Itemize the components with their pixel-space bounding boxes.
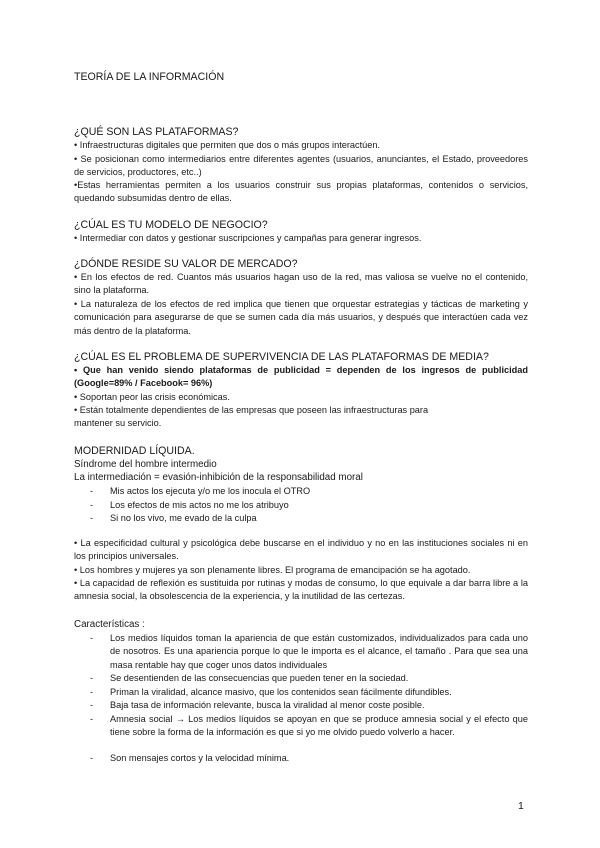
paragraph: • Intermediar con datos y gestionar suscripciones y campañas para generar ingresos. [74,233,422,243]
section-heading-characteristics: Características : [74,619,145,630]
list-item: Amnesia social → Los medios líquidos se apoyan en que se produce amnesia social y el efecto que tiene sobre la forma de la información es que si yo me olvido puedo volverlo a hacer. [110,714,528,738]
paragraph: mantener su servicio. [74,418,162,428]
dash-bullet: - [90,753,94,763]
list-item: Baja tasa de información relevante, busca la viralidad al menor coste posible. [110,700,425,710]
section-heading-platforms: ¿QUÉ SON LAS PLATAFORMAS? [74,126,239,138]
paragraph: • Están totalmente dependientes de las empresas que poseen las infraestructuras para [74,405,429,415]
list-item: Mis actos los ejecuta y/o me los inocula el OTRO [110,486,311,496]
paragraph: • Que han venido siendo plataformas de publicidad = dependen de los ingresos de publicidad (Google=89% / Facebook= 96%) [74,365,528,389]
paragraph: • Los hombres y mujeres ya son plenamente libres. El programa de emancipación se ha agotado. [74,565,471,575]
dash-bullet: - [90,700,94,710]
dash-bullet: - [90,714,94,724]
section-heading-business-model: ¿CÚAL ES TU MODELO DE NEGOCIO? [74,219,268,231]
dash-bullet: - [90,633,94,643]
dash-bullet: - [90,513,94,523]
paragraph: • Soportan peor las crisis económicas. [74,392,230,402]
paragraph: • La especificidad cultural y psicológica debe buscarse en el individuo y no en las instituciones sociales ni en los principios universales. [74,538,528,562]
page-number: 1 [518,800,524,812]
list-item: Priman la viralidad, alcance masivo, que los contenidos sean fácilmente difundibles. [110,687,452,697]
paragraph: • En los efectos de red. Cuantos más usuarios hagan uso de la red, mas valiosa se vuelve no el contenido, sino la plataforma. [74,272,528,296]
dash-bullet: - [90,687,94,697]
paragraph: • Se posicionan como intermediarios entre diferentes agentes (usuarios, anunciantes, el Estado, proveedores de servicios, productores, etc..) [74,154,528,178]
intro-line: La intermediación = evasión-inhibición de la responsabilidad moral [74,472,363,483]
section-heading-market-value: ¿DÓNDE RESIDE SU VALOR DE MERCADO? [74,258,298,270]
dash-bullet: - [90,500,94,510]
list-item: Los efectos de mis actos no me los atribuyo [110,500,289,510]
section-heading-survival-problem: ¿CÚAL ES EL PROBLEMA DE SUPERVIVENCIA DE LAS PLATAFORMAS DE MEDIA? [74,351,489,363]
list-item: Los medios líquidos toman la apariencia de que están customizados, individualizados para cada uno de nosotros. Es una apariencia porque lo que le importa es el alcance, el tamaño . Para que sea una masa rentable hay que coger unos datos individuales [110,633,528,670]
paragraph: •Estas herramientas permiten a los usuarios construir sus propias plataformas, contenidos o servicios, quedando subsumidas dentro de ellas. [74,180,528,204]
subheading: Síndrome del hombre intermedio [74,459,217,470]
list-item: Se desentienden de las consecuencias que pueden tener en la sociedad. [110,673,409,683]
section-heading-liquid-modernity: MODERNIDAD LÍQUIDA. [74,445,195,457]
dash-bullet: - [90,673,94,683]
paragraph: • Infraestructuras digitales que permiten que dos o más grupos interactúen. [74,140,381,150]
document-title: TEORÍA DE LA INFORMACIÓN [74,71,225,83]
dash-bullet: - [90,486,94,496]
list-item: Son mensajes cortos y la velocidad mínima. [110,753,290,763]
paragraph: • La naturaleza de los efectos de red implica que tienen que orquestar estrategias y tácticas de marketing y comunicación para asegurarse de que se sumen cada día más usuarios, y después que interactúen cada vez más dentro de la plataforma. [74,299,528,336]
paragraph: • La capacidad de reflexión es sustituida por rutinas y modas de consumo, lo que equivale a dar barra libre a la amnesia social, la obsolescencia de la experiencia, y la inutilidad de las certezas. [74,578,528,602]
list-item: Si no los vivo, me evado de la culpa [110,513,257,523]
